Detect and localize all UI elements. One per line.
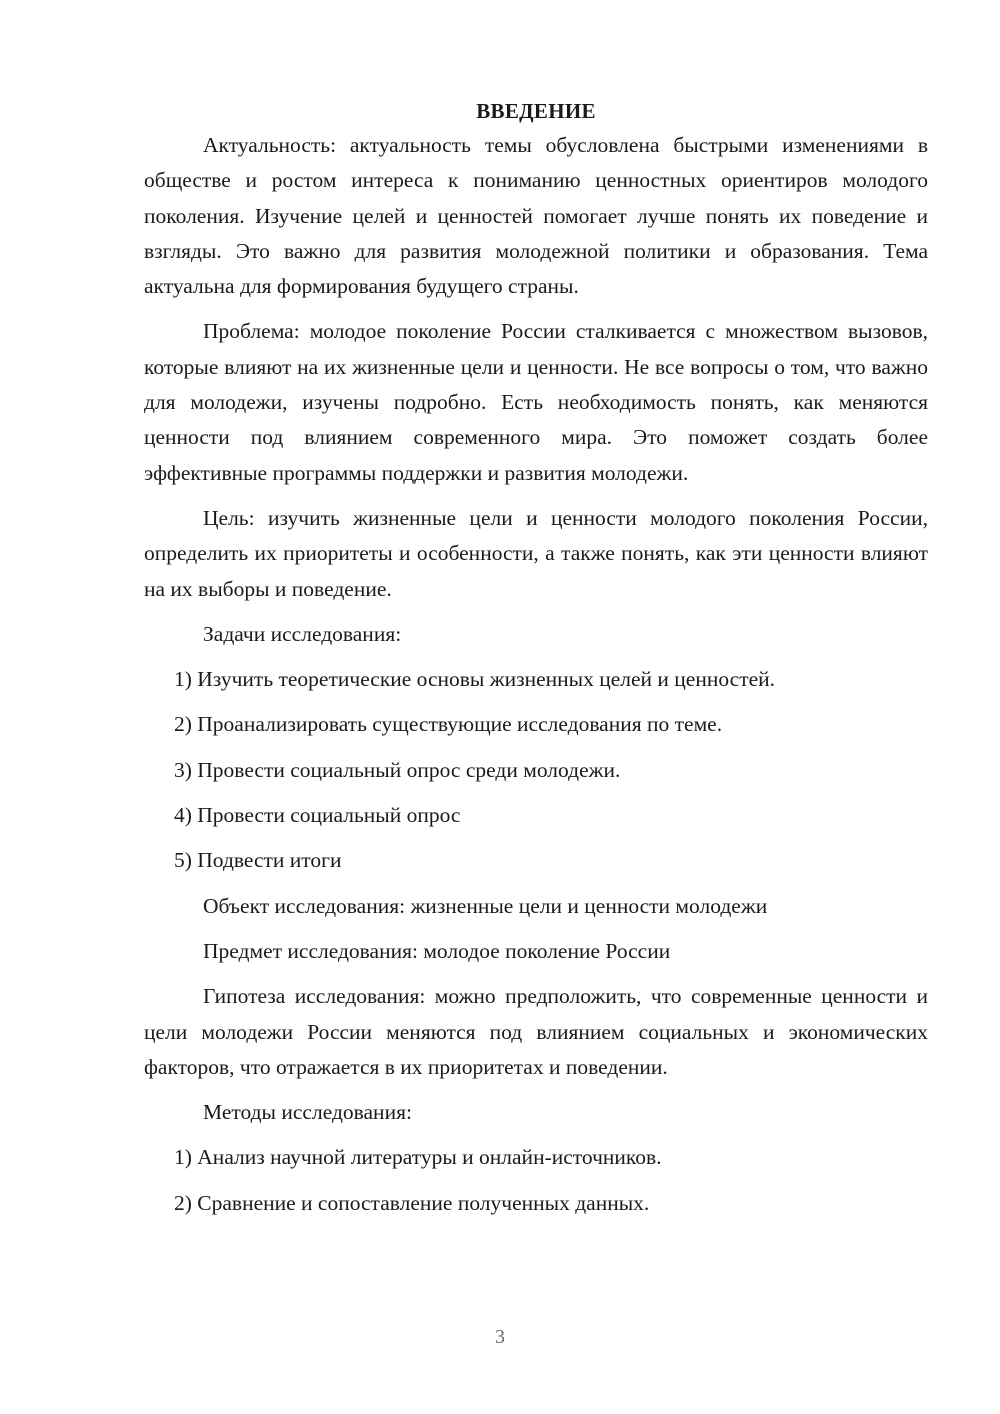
methods-heading: Методы исследования: bbox=[203, 1100, 412, 1125]
object-line: Объект исследования: жизненные цели и ценности молодежи bbox=[203, 893, 768, 918]
document-page bbox=[144, 96, 928, 1231]
task-item: 3) Провести социальный опрос среди молодежи. bbox=[174, 757, 621, 782]
method-item: 1) Анализ научной литературы и онлайн-источников. bbox=[174, 1145, 662, 1170]
hypothesis-paragraph: Гипотеза исследования: можно предположить, что современные ценности и цели молодежи России меняются под влиянием социальных и экономических факторов, что отражается в их приоритетах и поведении. bbox=[144, 984, 928, 1079]
problem-paragraph: Проблема: молодое поколение России сталкивается с множеством вызовов, которые влияют на их жизненные цели и ценности. Не все вопросы о том, что важно для молодежи, изучены подробно. Есть необходимость понять, как меняются ценности под влиянием современного мира. Это поможет создать более эффективные программы поддержки и развития молодежи. bbox=[144, 319, 928, 485]
task-item: 1) Изучить теоретические основы жизненных целей и ценностей. bbox=[174, 667, 776, 692]
task-item: 2) Проанализировать существующие исследования по теме. bbox=[174, 712, 723, 737]
relevance-paragraph: Актуальность: актуальность темы обусловлена быстрыми изменениями в обществе и ростом интереса к пониманию ценностных ориентиров молодого поколения. Изучение целей и ценностей помогает лучше понять их поведение и взгляды. Это важно для развития молодежной политики и образования. Тема актуальна для формирования будущего страны. bbox=[144, 133, 928, 299]
method-item: 2) Сравнение и сопоставление полученных данных. bbox=[174, 1190, 650, 1215]
section-title: ВВЕДЕНИЕ bbox=[476, 99, 596, 123]
subject-line: Предмет исследования: молодое поколение России bbox=[203, 938, 671, 963]
goal-paragraph: Цель: изучить жизненные цели и ценности молодого поколения России, определить их приоритеты и особенности, а также понять, как эти ценности влияют на их выборы и поведение. bbox=[144, 505, 928, 601]
task-item: 4) Провести социальный опрос bbox=[174, 803, 461, 828]
task-item: 5) Подвести итоги bbox=[174, 848, 342, 873]
tasks-heading: Задачи исследования: bbox=[203, 621, 402, 646]
page-number: 3 bbox=[495, 1326, 505, 1348]
